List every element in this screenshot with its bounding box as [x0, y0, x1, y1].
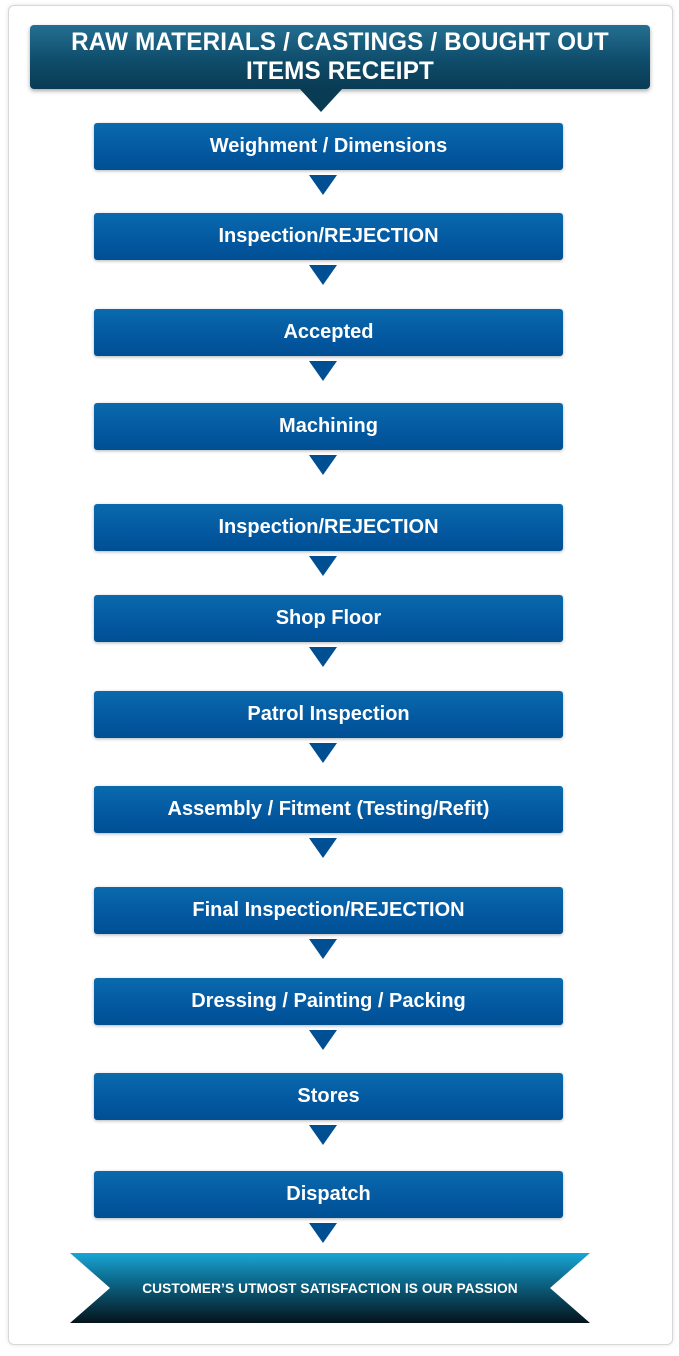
flow-header	[30, 25, 650, 89]
flow-step-label: Assembly / Fitment (Testing/Refit)	[167, 798, 490, 820]
flow-step	[94, 403, 563, 450]
footer-slogan: CUSTOMER’S UTMOST SATISFACTION IS OUR PASSION	[142, 1280, 518, 1296]
flow-step	[94, 1073, 563, 1120]
flow-arrow-down-icon	[309, 550, 337, 578]
flow-step-label: Stores	[297, 1085, 360, 1107]
flow-header-title: RAW MATERIALS / CASTINGS / BOUGHT OUT ITEMS RECEIPT	[71, 28, 609, 85]
flow-step-label: Machining	[279, 415, 378, 437]
flow-step-label: Inspection/REJECTION	[218, 225, 439, 247]
flow-step	[94, 309, 563, 356]
flow-step	[94, 123, 563, 170]
flow-step-label: Dressing / Painting / Packing	[191, 990, 466, 1012]
flow-step-label: Dispatch	[286, 1183, 371, 1205]
flow-arrow-down-icon	[309, 1119, 337, 1147]
flow-step-label: Inspection/REJECTION	[218, 516, 439, 538]
flow-arrow-down-icon	[309, 449, 337, 477]
flow-step	[94, 595, 563, 642]
flow-arrow-down-icon	[309, 737, 337, 765]
flow-arrow-down-icon	[309, 169, 337, 197]
flow-step	[94, 213, 563, 260]
flow-step-label: Weighment / Dimensions	[209, 135, 448, 157]
header-pointer	[299, 88, 343, 112]
flow-step	[94, 887, 563, 934]
flow-step	[94, 786, 563, 833]
flow-arrow-down-icon	[309, 641, 337, 669]
flow-step-label: Accepted	[283, 321, 374, 343]
flow-step	[94, 1171, 563, 1218]
flow-arrow-down-icon	[309, 832, 337, 860]
flow-step	[94, 691, 563, 738]
flow-step	[94, 504, 563, 551]
flow-arrow-down-icon	[309, 1024, 337, 1052]
flow-arrow-down-icon	[309, 259, 337, 287]
flow-step-label: Patrol Inspection	[247, 703, 410, 725]
diagram-frame	[8, 5, 673, 1345]
flow-step	[94, 978, 563, 1025]
flow-arrow-down-icon	[309, 355, 337, 383]
flow-step-label: Shop Floor	[275, 607, 382, 629]
flow-arrow-down-icon	[309, 1217, 337, 1245]
flow-arrow-down-icon	[309, 933, 337, 961]
flow-step-label: Final Inspection/REJECTION	[192, 899, 465, 921]
